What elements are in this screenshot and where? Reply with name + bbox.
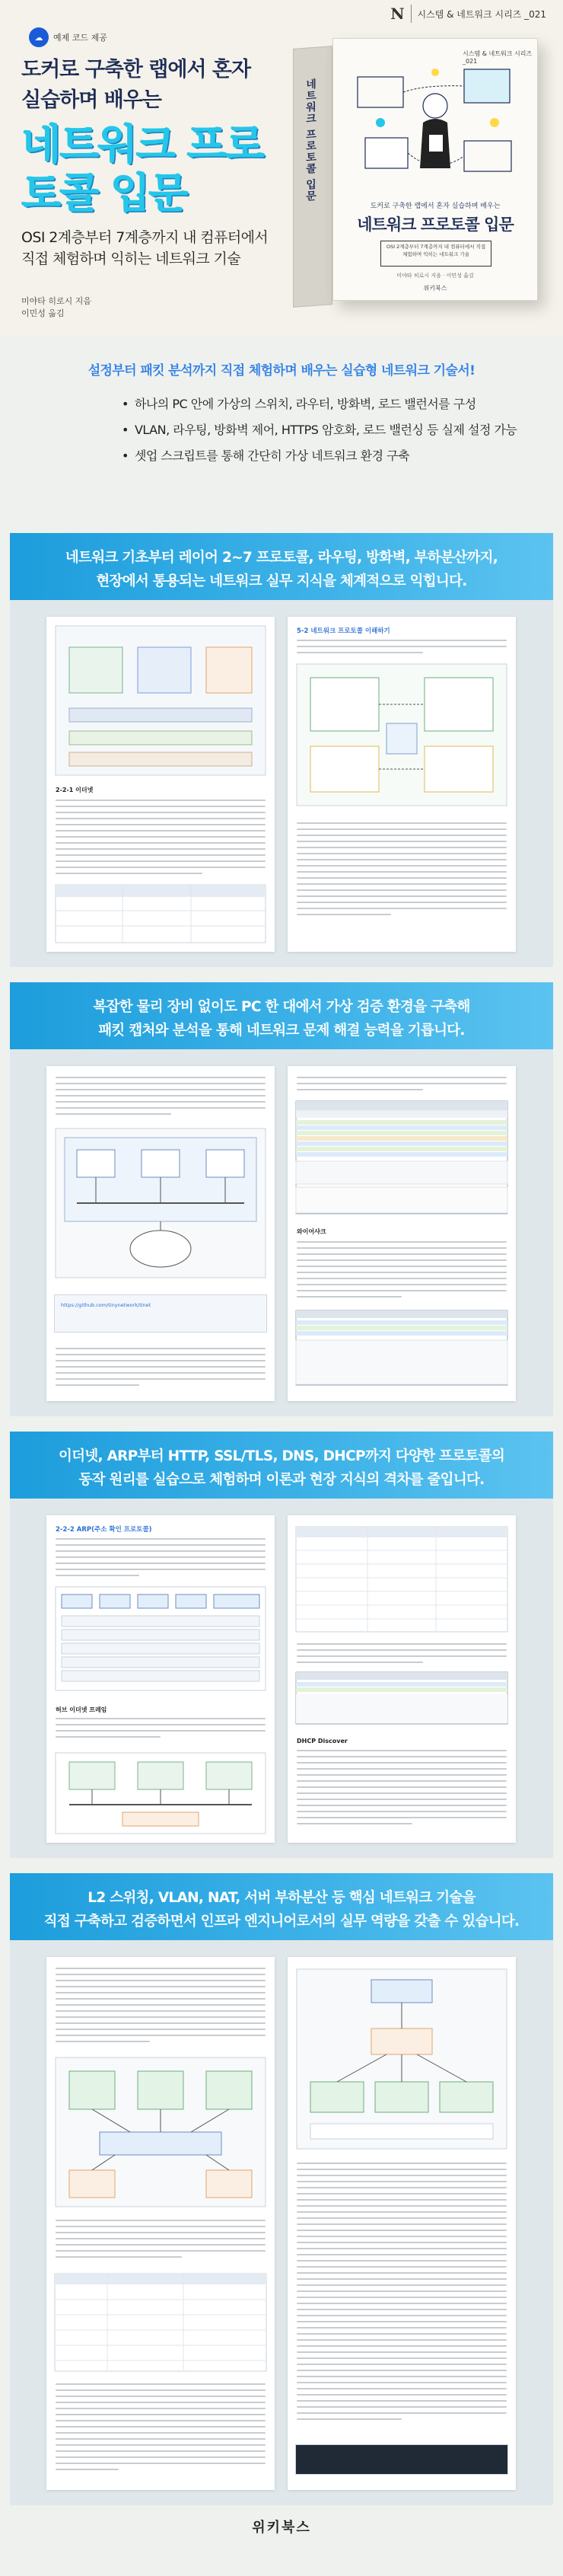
translator: 이민성 옮김 (21, 308, 65, 318)
section-2-line2: 패킷 캡처와 분석을 통해 네트워크 문제 해결 능력을 기릅니다. (98, 1023, 465, 1039)
series-bar (390, 5, 546, 23)
spine-title: 네트워크 프로토콜 입문 (304, 78, 316, 203)
vlan-table (54, 2273, 267, 2372)
section-3-left-heading: 2-2-2 ARP(주소 확인 프로토콜) (56, 1526, 152, 1534)
features-list (122, 391, 517, 469)
book-front-subtitle: 도커로 구축한 랩에서 혼자 실습하며 배우는 (370, 203, 501, 210)
section-1 (10, 533, 553, 967)
book-front-logo: 위키북스 (423, 285, 447, 292)
code-badge (29, 27, 107, 47)
section-1-line2: 현장에서 통용되는 네트워크 실무 지식을 체계적으로 익힙니다. (96, 573, 467, 589)
section-2-banner (10, 982, 553, 1049)
section-4-line1: L2 스위칭, VLAN, NAT, 서버 부하분산 등 핵심 네트워크 기술을 (87, 1890, 476, 1906)
section-2-note-box (54, 1294, 267, 1333)
section-2-left-figure (54, 1127, 267, 1279)
vlan-figure (54, 2056, 267, 2208)
section-3-line1: 이더넷, ARP부터 HTTP, SSL/TLS, DNS, DHCP까지 다양한 프로토콜의 (58, 1448, 505, 1464)
book-cover (293, 38, 544, 308)
book-front-box: OSI 2계층부터 7계층까지 내 컴퓨터에서 직접 체험하며 익히는 네트워크 기술 (380, 241, 491, 267)
cover-illustration (350, 62, 522, 191)
section-2-right-figure (295, 1310, 508, 1386)
section-1-page-left (46, 617, 275, 952)
text-lines (56, 1968, 266, 2047)
section-4-page-left (46, 1957, 275, 2490)
dhcp-screenshot (295, 1671, 508, 1725)
text-lines (56, 1718, 266, 1742)
section-1-left-figure (54, 624, 267, 777)
cloud-icon: ☁ (29, 27, 49, 47)
text-lines (297, 1077, 507, 1095)
section-3-banner (10, 1432, 553, 1499)
book-spine (293, 46, 332, 308)
section-1-left-table (54, 883, 267, 944)
section-3-page-left (46, 1515, 275, 1843)
author: 미야타 히로시 지음 (21, 296, 92, 306)
section-2 (10, 982, 553, 1416)
text-lines (56, 2220, 266, 2262)
series-label: 시스템 & 네트워크 시리즈 _021 (417, 8, 546, 20)
arp-figure (54, 1585, 267, 1692)
section-2-right-heading: 와이어샤크 (297, 1228, 326, 1235)
code-badge-label: 예제 코드 제공 (53, 33, 107, 43)
section-1-page-right (288, 617, 516, 952)
hero (0, 0, 563, 337)
section-3-left-sub: 허브 이더넷 프레임 (56, 1706, 107, 1713)
text-lines (297, 822, 507, 920)
series-logo: N (390, 5, 411, 23)
section-4-banner (10, 1873, 553, 1940)
text-lines (297, 1750, 507, 1829)
footer-logo: 위키북스 (252, 2520, 311, 2536)
load-balancer-figure (295, 1968, 508, 2150)
text-lines (56, 800, 266, 879)
section-3-right-heading: DHCP Discover (297, 1738, 348, 1744)
section-1-line1: 네트워크 기초부터 레이어 2~7 프로토콜, 라우팅, 방화벽, 부하분산까지, (65, 550, 498, 566)
feature-item: • 하나의 PC 안에 가상의 스위치, 라우터, 방화벽, 로드 밸런서를 구성 (122, 391, 517, 417)
text-lines (297, 2163, 507, 2424)
text-lines (297, 1643, 507, 1668)
features-lead: 설정부터 패킷 분석까지 직접 체험하며 배우는 실습형 네트워크 기술서! (87, 363, 476, 378)
section-4 (10, 1873, 553, 2505)
section-1-banner (10, 533, 553, 600)
text-lines (56, 1348, 266, 1390)
text-lines (297, 640, 507, 658)
feature-item: • 셋업 스크립트를 통해 간단히 가상 네트워크 환경 구축 (122, 443, 517, 469)
section-1-left-heading: 2-2-1 이더넷 (56, 787, 94, 793)
book-front-title: 네트워크 프로토콜 입문 (357, 215, 514, 234)
section-4-line2: 직접 구축하고 검증하면서 인프라 엔지니어로서의 실무 역량을 갖출 수 있습니다. (43, 1914, 520, 1930)
hero-title: 네트워크 프로토콜 입문 (21, 120, 263, 217)
book-front (332, 38, 538, 301)
section-1-right-heading: 5-2 네트워크 프로토콜 이해하기 (297, 627, 390, 635)
section-3-page-right (288, 1515, 516, 1843)
section-2-line1: 복잡한 물리 장비 없이도 PC 한 대에서 가상 검증 환경을 구축해 (93, 999, 470, 1015)
section-3 (10, 1432, 553, 1858)
section-2-page-left (46, 1066, 275, 1401)
text-lines (56, 1077, 266, 1119)
hero-tagline: OSI 2계층부터 7계층까지 내 컴퓨터에서 직접 체험하며 익히는 네트워크 기술 (21, 229, 269, 267)
ethernet-frame-figure (54, 1751, 267, 1835)
features (0, 337, 563, 533)
book-front-authors: 미야타 히로시 지음 · 이민성 옮김 (396, 273, 474, 279)
section-1-right-figure (295, 662, 508, 807)
text-lines (56, 2383, 266, 2475)
section-4-page-right (288, 1957, 516, 2490)
text-lines (56, 1538, 266, 1581)
section-2-page-right (288, 1066, 516, 1401)
section-2-note-url: https://github.com/tinynetwork/tinet (61, 1302, 151, 1308)
section-3-line2: 동작 원리를 실습으로 체험하며 이론과 현장 지식의 격차를 줄입니다. (78, 1472, 485, 1488)
hero-subtitle: 도커로 구축한 랩에서 혼자 실습하며 배우는 (21, 58, 251, 112)
book-series-mark: 시스템 & 네트워크 시리즈 _021 (463, 50, 533, 65)
terminal-block (295, 2444, 508, 2475)
feature-item: • VLAN, 라우팅, 방화벽 제어, HTTPS 암호화, 로드 밸런싱 등 실제 설정 가능 (122, 417, 517, 443)
hero-authors (21, 295, 91, 320)
dhcp-table (295, 1526, 508, 1633)
wireshark-screenshot (295, 1100, 508, 1215)
text-lines (297, 1241, 507, 1302)
